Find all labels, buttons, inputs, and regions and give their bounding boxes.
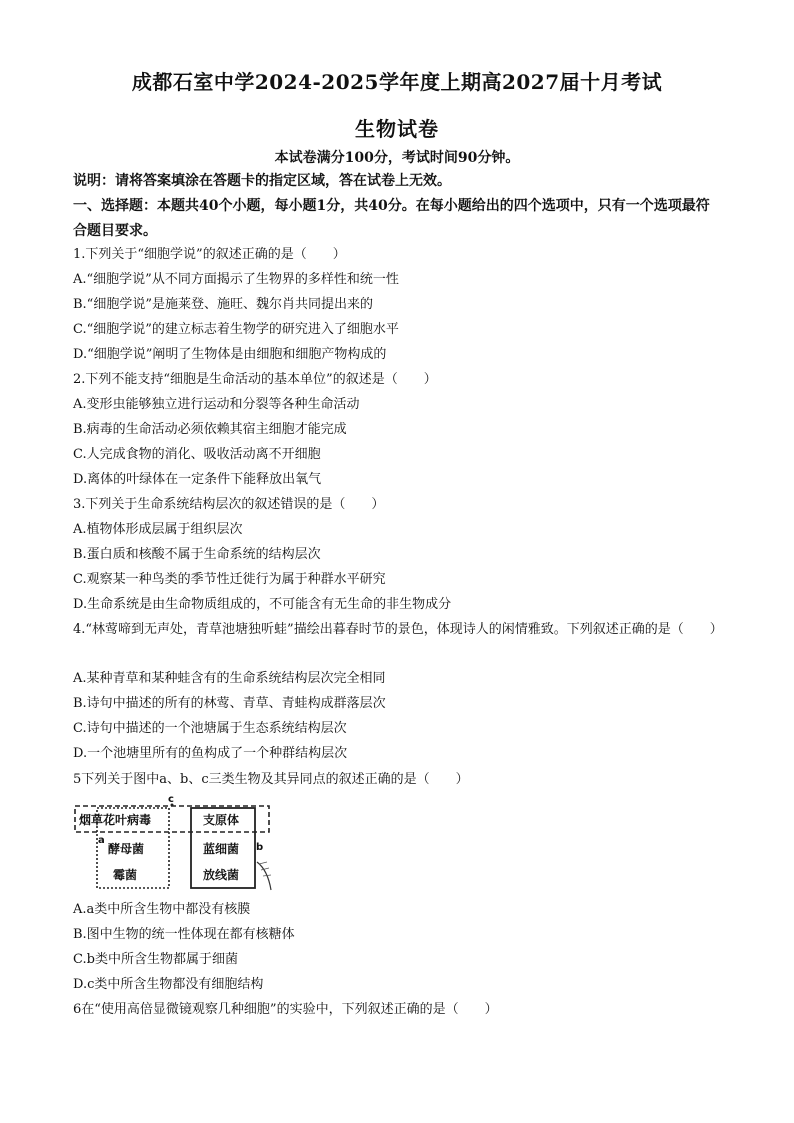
question-option: B.病毒的生命活动必须依赖其宿主细胞才能完成 bbox=[73, 422, 347, 437]
item-cyanobacteria: 蓝细菌 bbox=[203, 842, 240, 856]
item-mold: 霉菌 bbox=[113, 868, 138, 882]
question-option: B.“细胞学说”是施莱登、施旺、魏尔肖共同提出来的 bbox=[73, 297, 373, 312]
question-option: C.“细胞学说”的建立标志着生物学的研究进入了细胞水平 bbox=[73, 322, 399, 337]
label-b: b bbox=[256, 842, 264, 853]
question-stem: 2.下列不能支持“细胞是生命活动的基本单位”的叙述是（ ） bbox=[73, 372, 437, 387]
exam-instructions: 说明：请将答案填涂在答题卡的指定区域，答在试卷上无效。 bbox=[73, 173, 451, 189]
question-option: B.诗句中描述的所有的林莺、青草、青蛙构成群落层次 bbox=[73, 696, 386, 711]
question-option: A.变形虫能够独立进行运动和分裂等各种生命活动 bbox=[73, 397, 360, 412]
question-stem: 5下列关于图中a、b、c三类生物及其异同点的叙述正确的是（ ） bbox=[73, 772, 469, 787]
question-option: A.a类中所含生物中都没有核膜 bbox=[73, 902, 251, 917]
question-option: D.生命系统是由生命物质组成的，不可能含有无生命的非生物成分 bbox=[73, 597, 452, 612]
question-option: A.某种青草和某种蛙含有的生命系统结构层次完全相同 bbox=[73, 671, 386, 686]
question-option: A.植物体形成层属于组织层次 bbox=[73, 522, 243, 537]
question-option: D.c类中所含生物都没有细胞结构 bbox=[73, 977, 264, 992]
question-stem: 6在“使用高倍显微镜观察几种细胞”的实验中，下列叙述正确的是（ ） bbox=[73, 1002, 498, 1017]
question-option: B.蛋白质和核酸不属于生命系统的结构层次 bbox=[73, 547, 321, 562]
question-option: D.离体的叶绿体在一定条件下能释放出氧气 bbox=[73, 472, 322, 487]
label-c: c bbox=[168, 794, 174, 805]
question-stem: 4.“林莺啼到无声处，青草池塘独听蛙”描绘出暮春时节的景色，体现诗人的闲情雅致。下列叙述正确的是（ ） bbox=[73, 622, 723, 637]
question-option: D.“细胞学说”阐明了生物体是由细胞和细胞产物构成的 bbox=[73, 347, 387, 362]
question-option: C.b类中所含生物都属于细菌 bbox=[73, 952, 238, 967]
item-yeast: 酵母菌 bbox=[108, 842, 145, 856]
item-mycoplasma: 支原体 bbox=[203, 813, 240, 827]
item-actinomycete: 放线菌 bbox=[203, 868, 240, 882]
exam-subject: 生物试卷 bbox=[355, 117, 439, 141]
exam-info: 本试卷满分100分，考试时间90分钟。 bbox=[274, 150, 520, 166]
question-stem: 1.下列关于“细胞学说”的叙述正确的是（ ） bbox=[73, 247, 346, 262]
question-option: A.“细胞学说”从不同方面揭示了生物界的多样性和统一性 bbox=[73, 272, 399, 287]
question-option: C.观察某一种鸟类的季节性迁徙行为属于种群水平研究 bbox=[73, 572, 386, 587]
exam-title: 成都石室中学2024-2025学年度上期高2027届十月考试 bbox=[131, 70, 663, 94]
section-heading: 一、选择题：本题共40个小题，每小题1分，共40分。在每小题给出的四个选项中，只有一个选项最符合题目要求。 bbox=[73, 198, 710, 239]
classification-diagram bbox=[73, 794, 283, 894]
question-stem: 3.下列关于生命系统结构层次的叙述错误的是（ ） bbox=[73, 497, 385, 512]
label-a: a bbox=[98, 835, 105, 846]
item-tobacco-mosaic-virus: 烟草花叶病毒 bbox=[79, 813, 152, 827]
question-option: B.图中生物的统一性体现在都有核糖体 bbox=[73, 927, 295, 942]
question-option: D.一个池塘里所有的鱼构成了一个种群结构层次 bbox=[73, 746, 348, 761]
question-option: C.诗句中描述的一个池塘属于生态系统结构层次 bbox=[73, 721, 347, 736]
question-option: C.人完成食物的消化、吸收活动离不开细胞 bbox=[73, 447, 321, 462]
